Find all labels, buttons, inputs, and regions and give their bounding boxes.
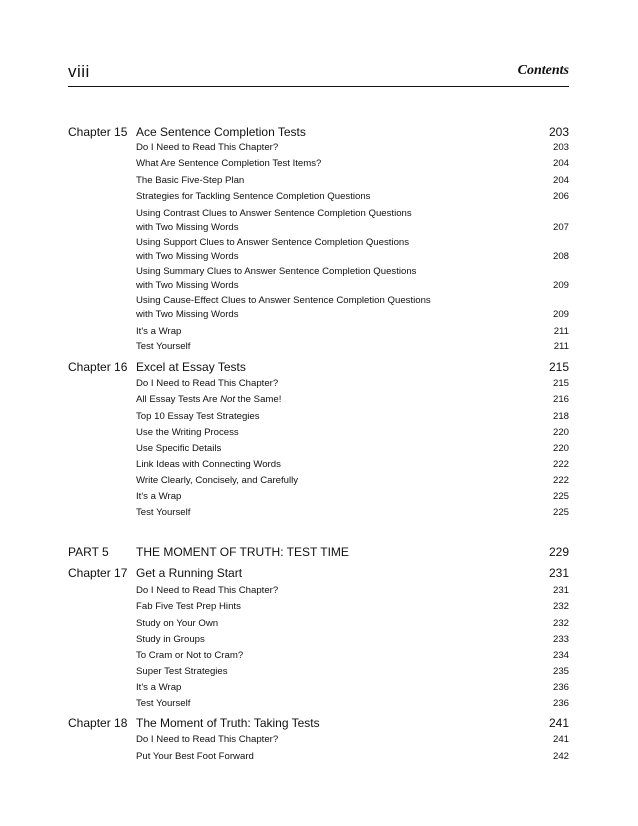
- toc-entry-emphasis: Not: [220, 394, 236, 405]
- toc-entry-page: 225: [552, 491, 569, 502]
- toc-entry-page: 225: [552, 507, 569, 518]
- toc-entry-title: All Essay Tests Are Not the Same!: [136, 394, 282, 405]
- toc-entry-page: 234: [552, 650, 569, 661]
- toc-entry-page: 203: [552, 142, 569, 153]
- toc-entry-label: Chapter 17: [68, 566, 128, 580]
- toc-entry-title: The Moment of Truth: Taking Tests: [136, 716, 320, 730]
- toc-entry-title: Use the Writing Process: [136, 427, 239, 438]
- toc-entry-title: The Basic Five-Step Plan: [136, 175, 245, 186]
- toc-entry-title: Do I Need to Read This Chapter?: [136, 142, 279, 153]
- toc-entry-title: THE MOMENT OF TRUTH: TEST TIME: [136, 545, 349, 559]
- toc-entry-title-line: Using Support Clues to Answer Sentence Completion Questions: [136, 237, 410, 248]
- toc-entry-title: Study in Groups: [136, 634, 205, 645]
- toc-entry-title: Link Ideas with Connecting Words: [136, 459, 281, 470]
- toc-entry-page: 235: [552, 666, 569, 677]
- toc-entry-page: 232: [552, 601, 569, 612]
- toc-entry-page: 218: [552, 411, 569, 422]
- toc-entry-label: Chapter 16: [68, 360, 128, 374]
- toc-entry-title: [136, 236, 516, 264]
- toc-entry-page: 222: [552, 475, 569, 486]
- toc-entry-page: 209: [552, 309, 569, 320]
- toc-entry-title: Top 10 Essay Test Strategies: [136, 411, 260, 422]
- toc-entry-title: Fab Five Test Prep Hints: [136, 601, 241, 612]
- toc-entry-title: Do I Need to Read This Chapter?: [136, 378, 279, 389]
- toc-entry-page: 222: [552, 459, 569, 470]
- toc-entry-title: What Are Sentence Completion Test Items?: [136, 158, 322, 169]
- toc-entry-title: Do I Need to Read This Chapter?: [136, 734, 279, 745]
- toc-entry-title: It's a Wrap: [136, 326, 182, 337]
- toc-entry-page: 220: [552, 427, 569, 438]
- toc-entry-page: 231: [548, 566, 569, 580]
- toc-entry-title-line: Using Contrast Clues to Answer Sentence Completion Questions: [136, 208, 412, 219]
- toc-entry-title-line: with Two Missing Words: [136, 309, 239, 320]
- toc-entry-page: 204: [552, 175, 569, 186]
- toc-entry-page: 241: [552, 734, 569, 745]
- toc-entry-page: 232: [552, 618, 569, 629]
- toc-entry-title: Write Clearly, Concisely, and Carefully: [136, 475, 299, 486]
- toc-entry-page: 204: [552, 158, 569, 169]
- toc-entry-page: 211: [553, 341, 569, 352]
- toc-entry-page: 206: [552, 191, 569, 202]
- toc-entry-title: Test Yourself: [136, 698, 191, 709]
- toc-entry-page: 215: [552, 378, 569, 389]
- toc-entry-title: Test Yourself: [136, 341, 191, 352]
- toc-entry-title: [136, 207, 516, 235]
- toc-entry-title: It's a Wrap: [136, 682, 182, 693]
- toc-entry-title: Excel at Essay Tests: [136, 360, 246, 374]
- toc-entry-title: Get a Running Start: [136, 566, 243, 580]
- toc-entry-title: [136, 265, 516, 293]
- toc-entry-title-line: Using Cause-Effect Clues to Answer Sentence Completion Questions: [136, 295, 431, 306]
- toc-entry-title: Test Yourself: [136, 507, 191, 518]
- toc-entry-title: Strategies for Tackling Sentence Completion Questions: [136, 191, 371, 202]
- toc-entry-title-line: with Two Missing Words: [136, 280, 239, 291]
- toc-entry-title-line: Using Summary Clues to Answer Sentence Completion Questions: [136, 266, 417, 277]
- page-number: viii: [68, 62, 90, 81]
- toc-entry-title: Study on Your Own: [136, 618, 219, 629]
- toc-entry-title: Do I Need to Read This Chapter?: [136, 585, 279, 596]
- toc-entry-page: 209: [552, 280, 569, 291]
- running-head: Contents: [517, 63, 569, 78]
- toc-entry-label: Chapter 15: [68, 125, 128, 139]
- toc-entry-title-line: with Two Missing Words: [136, 222, 239, 233]
- toc-entry-page: 220: [552, 443, 569, 454]
- toc-entry-page: 236: [552, 682, 569, 693]
- toc-entry-page: 233: [552, 634, 569, 645]
- toc-entry-title: [136, 294, 516, 322]
- toc-entry-title: Use Specific Details: [136, 443, 222, 454]
- toc-entry-page: 216: [552, 394, 569, 405]
- toc-entry-title: Put Your Best Foot Forward: [136, 751, 254, 762]
- toc-entry-label: PART 5: [68, 545, 109, 559]
- toc-entry-page: 215: [548, 360, 569, 374]
- toc-entry-label: Chapter 18: [68, 716, 128, 730]
- toc-entry-title: Ace Sentence Completion Tests: [136, 125, 306, 139]
- toc-entry-title: Super Test Strategies: [136, 666, 228, 677]
- toc-entry-page: 236: [552, 698, 569, 709]
- toc-entry-page: 211: [553, 326, 569, 337]
- header-rule: [68, 86, 569, 87]
- toc-entry-title: It's a Wrap: [136, 491, 182, 502]
- toc-entry-page: 208: [552, 251, 569, 262]
- toc-entry-title: To Cram or Not to Cram?: [136, 650, 244, 661]
- toc-entry-page: 203: [548, 125, 569, 139]
- toc-entry-page: 207: [552, 222, 569, 233]
- toc-entry-page: 241: [548, 716, 569, 730]
- toc-entry-title-line: with Two Missing Words: [136, 251, 239, 262]
- toc-entry-page: 242: [552, 751, 569, 762]
- toc-entry-page: 229: [548, 545, 569, 559]
- toc-entry-page: 231: [552, 585, 569, 596]
